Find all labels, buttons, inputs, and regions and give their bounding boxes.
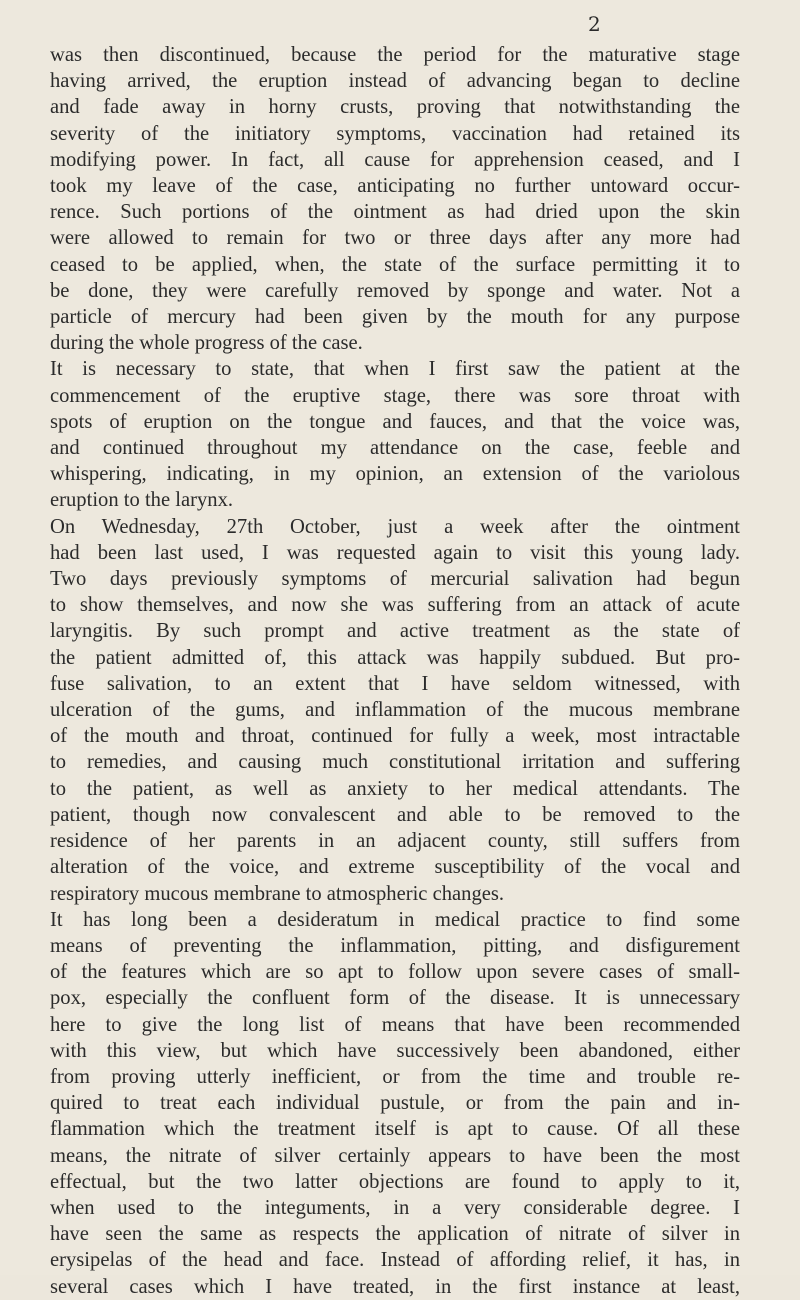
text-line: the patient admitted of, this attack was happily subdued. But pro-: [50, 646, 740, 669]
text-line: rence. Such portions of the ointment as had dried upon the skin: [50, 201, 740, 224]
text-line: It is necessary to state, that when I first saw the patient at the: [50, 358, 740, 381]
text-line: having arrived, the eruption instead of advancing began to decline: [50, 70, 740, 93]
text-line: be done, they were carefully removed by sponge and water. Not a: [50, 279, 740, 302]
text-line: to the patient, as well as anxiety to her medical attendants. The: [50, 777, 740, 800]
text-line: were allowed to remain for two or three days after any more had: [50, 227, 740, 250]
text-line: when used to the integuments, in a very considerable degree. I: [50, 1196, 740, 1219]
text-line: with this view, but which have successively been abandoned, either: [50, 1039, 740, 1062]
text-line: patient, though now convalescent and able to be removed to the: [50, 803, 740, 826]
text-line: residence of her parents in an adjacent county, still suffers from: [50, 830, 740, 853]
text-line: severity of the initiatory symptoms, vaccination had retained its: [50, 122, 740, 145]
text-line: ulceration of the gums, and inflammation of the mucous membrane: [50, 699, 740, 722]
text-line: have seen the same as respects the application of nitrate of silver in: [50, 1223, 740, 1246]
text-line: was then discontinued, because the period for the maturative stage: [50, 44, 740, 66]
text-line: ceased to be applied, when, the state of the surface permitting it to: [50, 253, 740, 276]
text-line: and fade away in horny crusts, proving that notwithstanding the: [50, 96, 740, 119]
text-line: effectual, but the two latter objections are found to apply to it,: [50, 1170, 740, 1193]
text-line: pox, especially the confluent form of the disease. It is unnecessary: [50, 987, 740, 1010]
text-line: of the features which are so apt to follow upon severe cases of small-: [50, 961, 740, 984]
text-line: It has long been a desideratum in medical practice to find some: [50, 908, 740, 931]
text-line: several cases which I have treated, in the first instance at least,: [50, 1275, 740, 1298]
text-line: took my leave of the case, anticipating no further untoward occur-: [50, 175, 740, 198]
text-line: of the mouth and throat, continued for fully a week, most intractable: [50, 725, 740, 748]
body-text: [50, 42, 740, 1300]
text-line: here to give the long list of means that have been recommended: [50, 1013, 740, 1036]
page-number: 2: [588, 12, 601, 36]
text-line: to show themselves, and now she was suffering from an attack of acute: [50, 594, 740, 617]
text-line: commencement of the eruptive stage, there was sore throat with: [50, 384, 740, 407]
text-line: On Wednesday, 27th October, just a week after the ointment: [50, 515, 740, 538]
text-line: modifying power. In fact, all cause for apprehension ceased, and I: [50, 148, 740, 171]
text-line: to remedies, and causing much constitutional irritation and suffering: [50, 751, 740, 774]
text-line: means, the nitrate of silver certainly appears to have been the most: [50, 1144, 740, 1167]
text-line: fuse salivation, to an extent that I have seldom witnessed, with: [50, 672, 740, 695]
text-line: Two days previously symptoms of mercurial salivation had begun: [50, 568, 740, 591]
text-line: means of preventing the inflammation, pitting, and disfigurement: [50, 934, 740, 957]
text-line: and continued throughout my attendance on the case, feeble and: [50, 437, 740, 460]
text-line: had been last used, I was requested again to visit this young lady.: [50, 541, 740, 564]
text-line: erysipelas of the head and face. Instead of affording relief, it has, in: [50, 1249, 740, 1272]
text-line: spots of eruption on the tongue and fauces, and that the voice was,: [50, 410, 740, 433]
text-line: during the whole progress of the case.: [50, 332, 363, 355]
text-line: quired to treat each individual pustule, or from the pain and in-: [50, 1092, 740, 1115]
text-line: alteration of the voice, and extreme susceptibility of the vocal and: [50, 856, 740, 879]
text-line: respiratory mucous membrane to atmospheric changes.: [50, 882, 505, 905]
text-line: from proving utterly inefficient, or from the time and trouble re-: [50, 1065, 740, 1088]
text-line: flammation which the treatment itself is apt to cause. Of all these: [50, 1118, 740, 1141]
text-line: eruption to the larynx.: [50, 489, 234, 512]
text-line: laryngitis. By such prompt and active treatment as the state of: [50, 620, 740, 643]
text-line: whispering, indicating, in my opinion, an extension of the variolous: [50, 463, 740, 486]
text-line: particle of mercury had been given by the mouth for any purpose: [50, 306, 740, 329]
